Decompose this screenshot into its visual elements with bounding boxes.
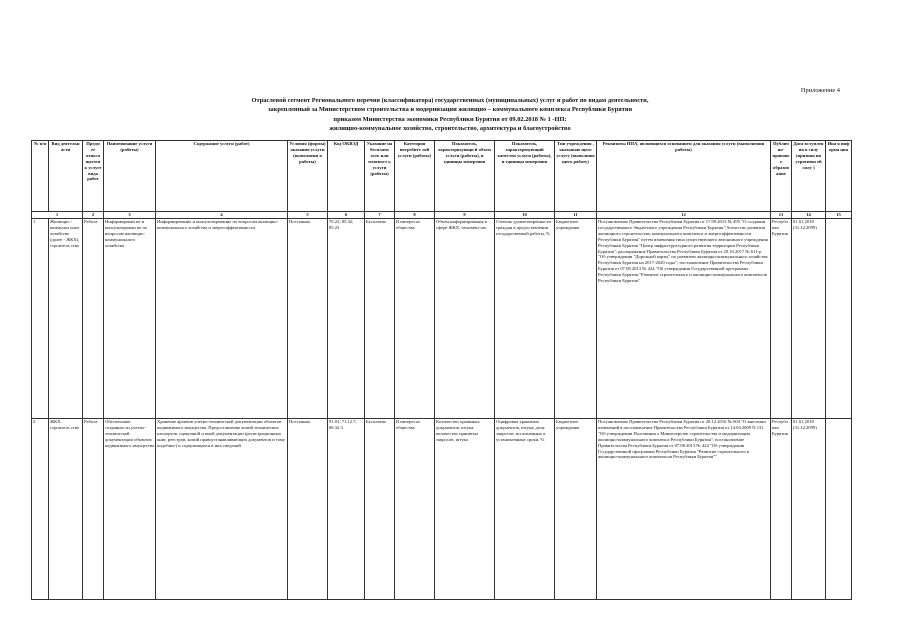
cell-consumers: В интересах общества [395,219,435,419]
header-content: Содержание услуги (работ) [156,141,288,212]
column-number: 10 [495,212,555,219]
column-number: 12 [597,212,771,219]
header-institution-type: Тип учреждения , оказываю щего услугу (выполняю щего работу) [555,141,597,212]
table-row [32,219,852,419]
cell-institution-type: Бюджетное учреждение [555,219,597,419]
cell-content: Хранение архивов учетно-технической документации объектов недвижимого имущества. Предоставление копий технических паспортов, оценочной и иной документации (регистрационных книг, реестров, копий правоустанавливающих документов и тому подобное) и содержащихся в них сведений [156,419,288,600]
header-public-entity: Публич но-правово е образов ание [771,141,792,212]
column-number: 3 [104,212,156,219]
header-row [32,141,852,212]
cell-quality-indicator: Оцифровка хранимых документов, штука; доля запросов, исполненных в установленные сроки, % [495,419,555,600]
table-row [32,419,852,600]
cell-npa: Постановление Правительства Республики Бурятия от 17.09.2013 № 495 "О создании государственного бюджетного учреждения Республики Бурятия "Агентство развития жилищного строительства, коммунального комплекса и энергоэффективности Республики Бурятия" путем изменения типа существующего автономного учреждения Республики Бурятия "Центр инфраструктурного развития территории Республики Бурятия"; распоряжение Правительства Республики Бурятия от 20.10.2017 № 611-р "Об утверждении "Дорожной карты" по развитию жилищно-коммунального хозяйства Республики Бурятия на 2017-2020 годы"; постановление Правительства Республики Бурятия от 07.08.2013 № 424 "Об утверждении Государственной программы Республики Бурятия "Развитие строительного и жилищно-коммунального комплексов Республики Бурятия" [597,219,771,419]
title-line: Отраслевой сегмент Регионального перечня (классификатора) государственных (муниципальных) услуг и работ по видам деятельности, [251,97,649,104]
cell-quality-indicator: Степень удовлетворенности граждан в предоставлении государственной работы, % [495,219,555,419]
header-service-name: Наименование услуги (работы) [104,141,156,212]
cell-activity: Жилищно - коммунал ьное хозяйство (далее - ЖКХ), строитель ство [49,219,83,419]
header-okved: Код ОКВЭД [328,141,365,212]
cell-other-info [826,419,852,600]
cell-okved: 70.22; 85.42; 85.23 [328,219,365,419]
cell-subject: Работа [83,419,104,600]
header-npa: Реквизиты НПА, являющихся основанием для оказания услуги (выполнения работы) [597,141,771,212]
column-number: 13 [771,212,792,219]
appendix-label: Приложение 4 [800,87,840,94]
header-conditions: Условия (формы) оказания услуги (выполнени я работы) [288,141,328,212]
header-volume-indicator: Показатель, характеризующи й объем услуги (работы), и единицы измерения [435,141,495,212]
cell-activity: ЖКХ, строитель ство [49,419,83,600]
column-number: 15 [826,212,852,219]
header-quality-indicator: Показатель, характеризующий качество услуги (работы), и единицы измерения [495,141,555,212]
cell-payment: Бесплатно [365,219,395,419]
column-number: 11 [555,212,597,219]
row-num: 2 [32,419,49,600]
cell-volume-indicator: Количество хранимых документов, штука; количество принятых запросов, штука [435,419,495,600]
column-number: 4 [156,212,288,219]
header-effective-date: Дата вступлен ия в силу (признан ия утративш ей силу ) [792,141,826,212]
column-number: 6 [328,212,365,219]
cell-npa: Постановление Правительства Республики Бурятия от 28.12.2016 № 604 "О внесении изменений в постановление Правительства Республики Бурятия от 14.04.2009 N 131 "Об утверждении Положения о Министерстве строительства и модернизации жилищно-коммунального комплекса Республики Бурятия"; постановление Правительства Республики Бурятия от 07.08.2013 № 424 "Об утверждении Государственной программы Республики Бурятия "Развитие строительного и жилищно-коммунального комплексов Республики Бурятия"" [597,419,771,600]
column-number: 7 [365,212,395,219]
services-table [31,140,852,600]
cell-effective-date: 01.01.2018 (31.12.2099) [792,419,826,600]
cell-institution-type: Бюджетное учреждение [555,419,597,600]
cell-okved: 91.01; 71.12.7; 68.32.3 [328,419,365,600]
document-title [150,96,750,133]
title-line: жилищно-коммунальное хозяйство, строительство, архитектура и благоустройство [329,124,571,132]
cell-subject: Работа [83,219,104,419]
column-number: 5 [288,212,328,219]
header-subject: Предм ет относя щегося к услуге вида работ [83,141,104,212]
cell-payment: Бесплатно [365,419,395,600]
cell-consumers: В интересах общества [395,419,435,600]
column-number: 8 [395,212,435,219]
header-other-info: Ина я инф орма ция [826,141,852,212]
header-activity: Вид деятельн ости [49,141,83,212]
cell-volume-indicator: Объем информирования в сфере ЖКХ, человеко-час [435,219,495,419]
cell-content: Информирование и консультирование по вопросам жилищно-коммунального хозяйства и энергоэффективности [156,219,288,419]
cell-conditions: Постоянно [288,419,328,600]
header-consumers: Категория потребите лей услуги (работы) [395,141,435,212]
title-line: закрепленный за Министерством строительства и модернизации жилищно – коммунального комплекса Республики Бурятия [267,106,633,114]
cell-public-entity: Республ ика Бурятия [771,219,792,419]
cell-service-name: Обеспечение сохранности учетно-технической документации объектов недвижимого имущества [104,419,156,600]
cell-public-entity: Республ ика Бурятия [771,419,792,600]
cell-other-info [826,219,852,419]
column-number: 1 [32,212,83,219]
header-payment: Указание на бесплатн ость или платност ь услуги (работы) [365,141,395,212]
column-number: 2 [83,212,104,219]
column-number: 14 [792,212,826,219]
header-num: № п/п [32,141,49,212]
cell-effective-date: 01.01.2018 (31.12.2099) [792,219,826,419]
column-number-row [32,212,852,219]
column-number: 9 [435,212,495,219]
cell-service-name: Информирован ие и консультирован ие по вопросам жилищно-коммунального хозяйства [104,219,156,419]
title-line: приказом Министерства экономики Республики Бурятия от 09.02.2018 № 1 -НП: [333,115,567,123]
cell-conditions: Постоянно [288,219,328,419]
row-num: 1 [32,219,49,419]
